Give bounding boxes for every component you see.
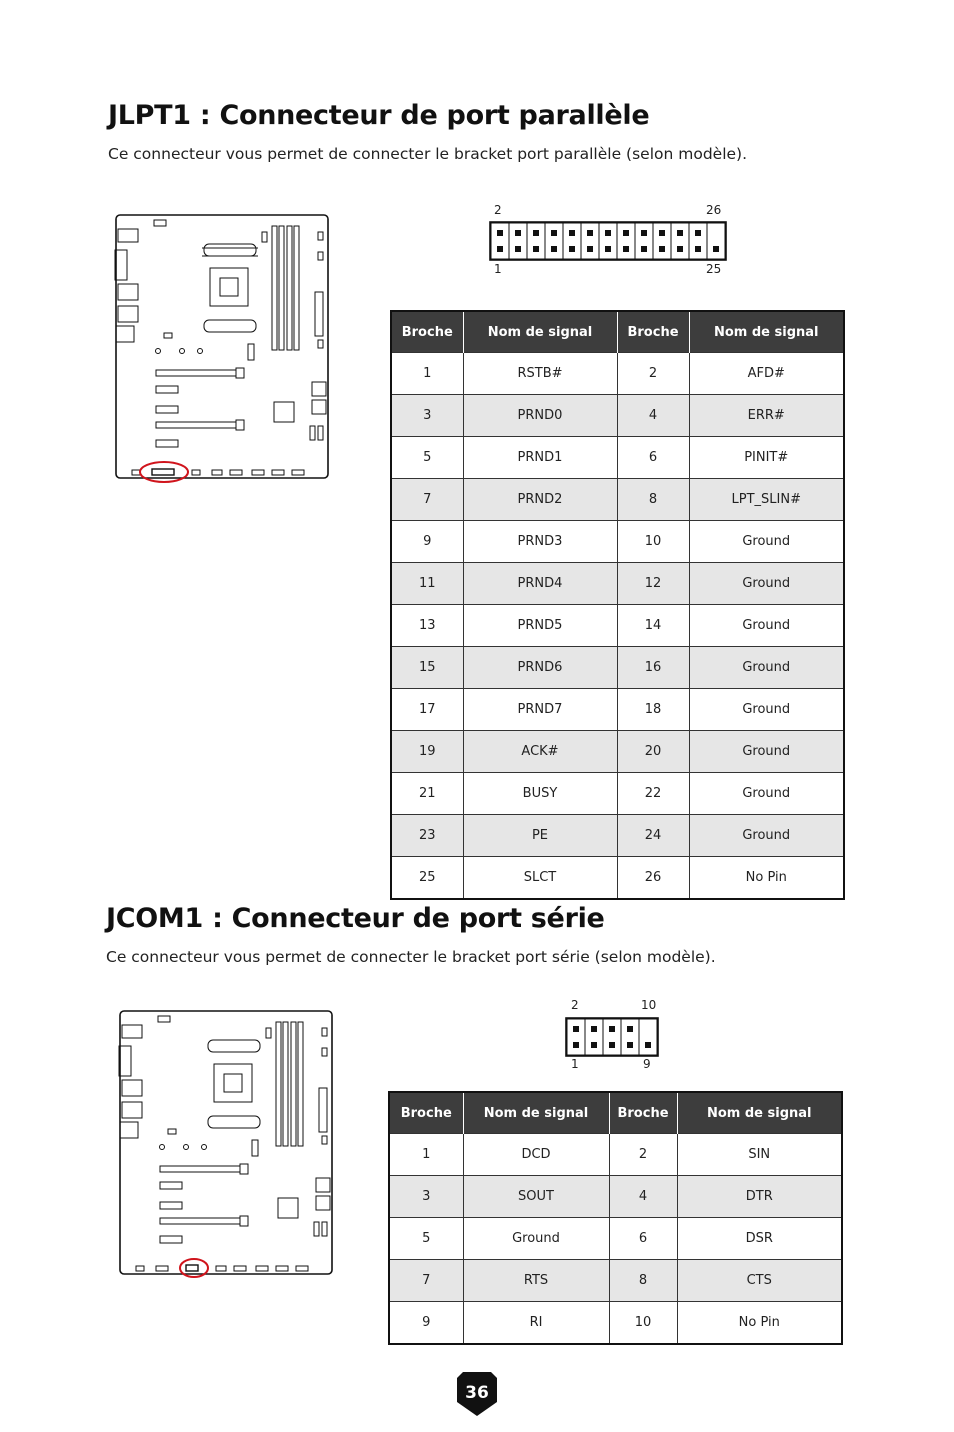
lpt-table-row: [391, 857, 844, 900]
pin-column: [581, 223, 599, 259]
motherboard-diagram-lpt: [112, 212, 334, 486]
lpt-table-cell: ERR#: [689, 395, 844, 437]
pin-column: [527, 223, 545, 259]
pin: [641, 246, 647, 252]
lpt-table-cell: 18: [617, 689, 689, 731]
pin-column: [707, 223, 725, 259]
lpt-signal-table: [390, 310, 845, 900]
com-table-row: [389, 1302, 842, 1345]
lpt-table-row: [391, 815, 844, 857]
lpt-pin-label-bottom-right: 25: [706, 262, 722, 276]
lpt-table-cell: 24: [617, 815, 689, 857]
com-pin-label-top-right: 10: [641, 998, 657, 1012]
lpt-table-cell: BUSY: [463, 773, 617, 815]
page-number: 36: [465, 1383, 489, 1403]
lpt-table-row: [391, 689, 844, 731]
pin-header-outline: [490, 222, 726, 260]
com-table-cell: SOUT: [463, 1176, 609, 1218]
pin-column: [617, 223, 635, 259]
lpt-table-row: [391, 437, 844, 479]
pin-column: [599, 223, 617, 259]
lpt-table-cell: 1: [391, 353, 463, 395]
com-table-header: Broche: [609, 1092, 677, 1134]
lpt-table-cell: Ground: [689, 731, 844, 773]
com-table-cell: 9: [389, 1302, 463, 1345]
lpt-table-cell: 17: [391, 689, 463, 731]
lpt-table-cell: 20: [617, 731, 689, 773]
lpt-table-cell: PRND4: [463, 563, 617, 605]
pin-column: [509, 223, 527, 259]
lpt-table-cell: 12: [617, 563, 689, 605]
lpt-table-cell: RSTB#: [463, 353, 617, 395]
lpt-table-row: [391, 353, 844, 395]
lpt-table-cell: 19: [391, 731, 463, 773]
pin: [551, 230, 557, 236]
lpt-table-cell: PRND5: [463, 605, 617, 647]
lpt-section-description: Ce connecteur vous permet de connecter le bracket port parallèle (selon modèle).: [108, 145, 748, 163]
lpt-table-cell: PRND0: [463, 395, 617, 437]
lpt-table-cell: 5: [391, 437, 463, 479]
com-pin-label-bottom-right: 9: [643, 1057, 651, 1071]
com-signal-table: [388, 1091, 843, 1345]
lpt-table-row: [391, 395, 844, 437]
pin: [569, 230, 575, 236]
com-table-cell: 10: [609, 1302, 677, 1345]
lpt-table-cell: PE: [463, 815, 617, 857]
com-table-cell: 2: [609, 1134, 677, 1176]
pin: [627, 1026, 633, 1032]
lpt-table-cell: 9: [391, 521, 463, 563]
pin-column: [491, 223, 509, 259]
com-table-cell: RI: [463, 1302, 609, 1345]
pin: [641, 230, 647, 236]
lpt-table-cell: LPT_SLIN#: [689, 479, 844, 521]
pin: [659, 230, 665, 236]
pin: [659, 246, 665, 252]
com-table-header: Nom de signal: [677, 1092, 842, 1134]
lpt-table-cell: No Pin: [689, 857, 844, 900]
lpt-table-cell: 8: [617, 479, 689, 521]
pin: [569, 246, 575, 252]
motherboard-diagram-com: [116, 1008, 338, 1282]
pin: [677, 246, 683, 252]
lpt-table-cell: 21: [391, 773, 463, 815]
lpt-pin-label-bottom-left: 1: [494, 262, 502, 276]
pin: [609, 1042, 615, 1048]
lpt-table-cell: Ground: [689, 647, 844, 689]
com-table-cell: DSR: [677, 1218, 842, 1260]
pin: [695, 230, 701, 236]
lpt-table-cell: 10: [617, 521, 689, 563]
lpt-table-cell: Ground: [689, 689, 844, 731]
com-table-header: Broche: [389, 1092, 463, 1134]
com-table-row: [389, 1260, 842, 1302]
lpt-section-title: JLPT1 : Connecteur de port parallèle: [108, 100, 650, 131]
lpt-table-cell: SLCT: [463, 857, 617, 900]
pin: [677, 230, 683, 236]
pin-column: [671, 223, 689, 259]
com-section-description: Ce connecteur vous permet de connecter le bracket port série (selon modèle).: [106, 948, 716, 966]
com-section-title: JCOM1 : Connecteur de port série: [106, 903, 605, 934]
lpt-pin-header-diagram: [489, 220, 727, 262]
lpt-table-cell: 22: [617, 773, 689, 815]
com-table-cell: 7: [389, 1260, 463, 1302]
lpt-table-row: [391, 731, 844, 773]
lpt-table-row: [391, 563, 844, 605]
pin: [591, 1042, 597, 1048]
com-table-cell: 4: [609, 1176, 677, 1218]
pin: [591, 1026, 597, 1032]
lpt-table-cell: 23: [391, 815, 463, 857]
lpt-table-cell: Ground: [689, 773, 844, 815]
pin: [609, 1026, 615, 1032]
lpt-table-row: [391, 647, 844, 689]
lpt-table-cell: PRND2: [463, 479, 617, 521]
lpt-table-header: Nom de signal: [689, 311, 844, 353]
lpt-table-cell: 25: [391, 857, 463, 900]
com-table-cell: Ground: [463, 1218, 609, 1260]
pin: [713, 246, 719, 252]
lpt-table-cell: Ground: [689, 521, 844, 563]
pin-column: [635, 223, 653, 259]
lpt-table-cell: 26: [617, 857, 689, 900]
pin: [623, 230, 629, 236]
lpt-table-cell: 3: [391, 395, 463, 437]
pin: [587, 230, 593, 236]
pin: [515, 230, 521, 236]
pin: [605, 230, 611, 236]
pin-column: [585, 1019, 603, 1055]
pin: [497, 246, 503, 252]
pin: [587, 246, 593, 252]
pin: [573, 1042, 579, 1048]
lpt-table-cell: PRND7: [463, 689, 617, 731]
lpt-pin-label-top-right: 26: [706, 203, 722, 217]
lpt-table-cell: Ground: [689, 605, 844, 647]
lpt-table-cell: PRND1: [463, 437, 617, 479]
com-table-cell: 8: [609, 1260, 677, 1302]
com-table-cell: RTS: [463, 1260, 609, 1302]
com-table-cell: DCD: [463, 1134, 609, 1176]
lpt-table-cell: 11: [391, 563, 463, 605]
pin-column: [567, 1019, 585, 1055]
pin-column: [603, 1019, 621, 1055]
lpt-table-header: Broche: [391, 311, 463, 353]
com-table-cell: 3: [389, 1176, 463, 1218]
lpt-table-cell: 2: [617, 353, 689, 395]
lpt-table-row: [391, 605, 844, 647]
com-pin-label-bottom-left: 1: [571, 1057, 579, 1071]
pin: [515, 246, 521, 252]
pin-column: [545, 223, 563, 259]
lpt-table-cell: 6: [617, 437, 689, 479]
pin: [497, 230, 503, 236]
pin-column: [689, 223, 707, 259]
com-table-row: [389, 1176, 842, 1218]
pin-column: [653, 223, 671, 259]
pin: [573, 1026, 579, 1032]
lpt-table-row: [391, 773, 844, 815]
com-pin-header-diagram: [565, 1016, 659, 1058]
com-table-cell: 5: [389, 1218, 463, 1260]
com-table-cell: No Pin: [677, 1302, 842, 1345]
lpt-table-cell: 13: [391, 605, 463, 647]
pin-column: [621, 1019, 639, 1055]
pin: [623, 246, 629, 252]
pin: [627, 1042, 633, 1048]
com-table-cell: SIN: [677, 1134, 842, 1176]
lpt-table-cell: PRND6: [463, 647, 617, 689]
pin-column: [639, 1019, 657, 1055]
com-table-cell: 1: [389, 1134, 463, 1176]
com-table-cell: 6: [609, 1218, 677, 1260]
com-table-row: [389, 1134, 842, 1176]
lpt-table-cell: 15: [391, 647, 463, 689]
lpt-table-row: [391, 479, 844, 521]
pin: [533, 230, 539, 236]
pin: [551, 246, 557, 252]
lpt-table-cell: AFD#: [689, 353, 844, 395]
lpt-table-cell: 16: [617, 647, 689, 689]
pin-column: [563, 223, 581, 259]
pin: [645, 1042, 651, 1048]
jlpt1-highlight-ring: [140, 462, 188, 482]
lpt-table-cell: PRND3: [463, 521, 617, 563]
lpt-table-cell: ACK#: [463, 731, 617, 773]
lpt-table-cell: 4: [617, 395, 689, 437]
lpt-table-cell: PINIT#: [689, 437, 844, 479]
com-table-cell: CTS: [677, 1260, 842, 1302]
pin: [695, 246, 701, 252]
pin-header-outline: [566, 1018, 658, 1056]
com-table-row: [389, 1218, 842, 1260]
com-table-cell: DTR: [677, 1176, 842, 1218]
lpt-table-cell: Ground: [689, 563, 844, 605]
lpt-table-header: Nom de signal: [463, 311, 617, 353]
lpt-pin-label-top-left: 2: [494, 203, 502, 217]
lpt-table-cell: 7: [391, 479, 463, 521]
lpt-table-cell: 14: [617, 605, 689, 647]
com-table-header: Nom de signal: [463, 1092, 609, 1134]
lpt-table-header: Broche: [617, 311, 689, 353]
lpt-table-cell: Ground: [689, 815, 844, 857]
pin: [533, 246, 539, 252]
pin: [605, 246, 611, 252]
com-pin-label-top-left: 2: [571, 998, 579, 1012]
lpt-table-row: [391, 521, 844, 563]
